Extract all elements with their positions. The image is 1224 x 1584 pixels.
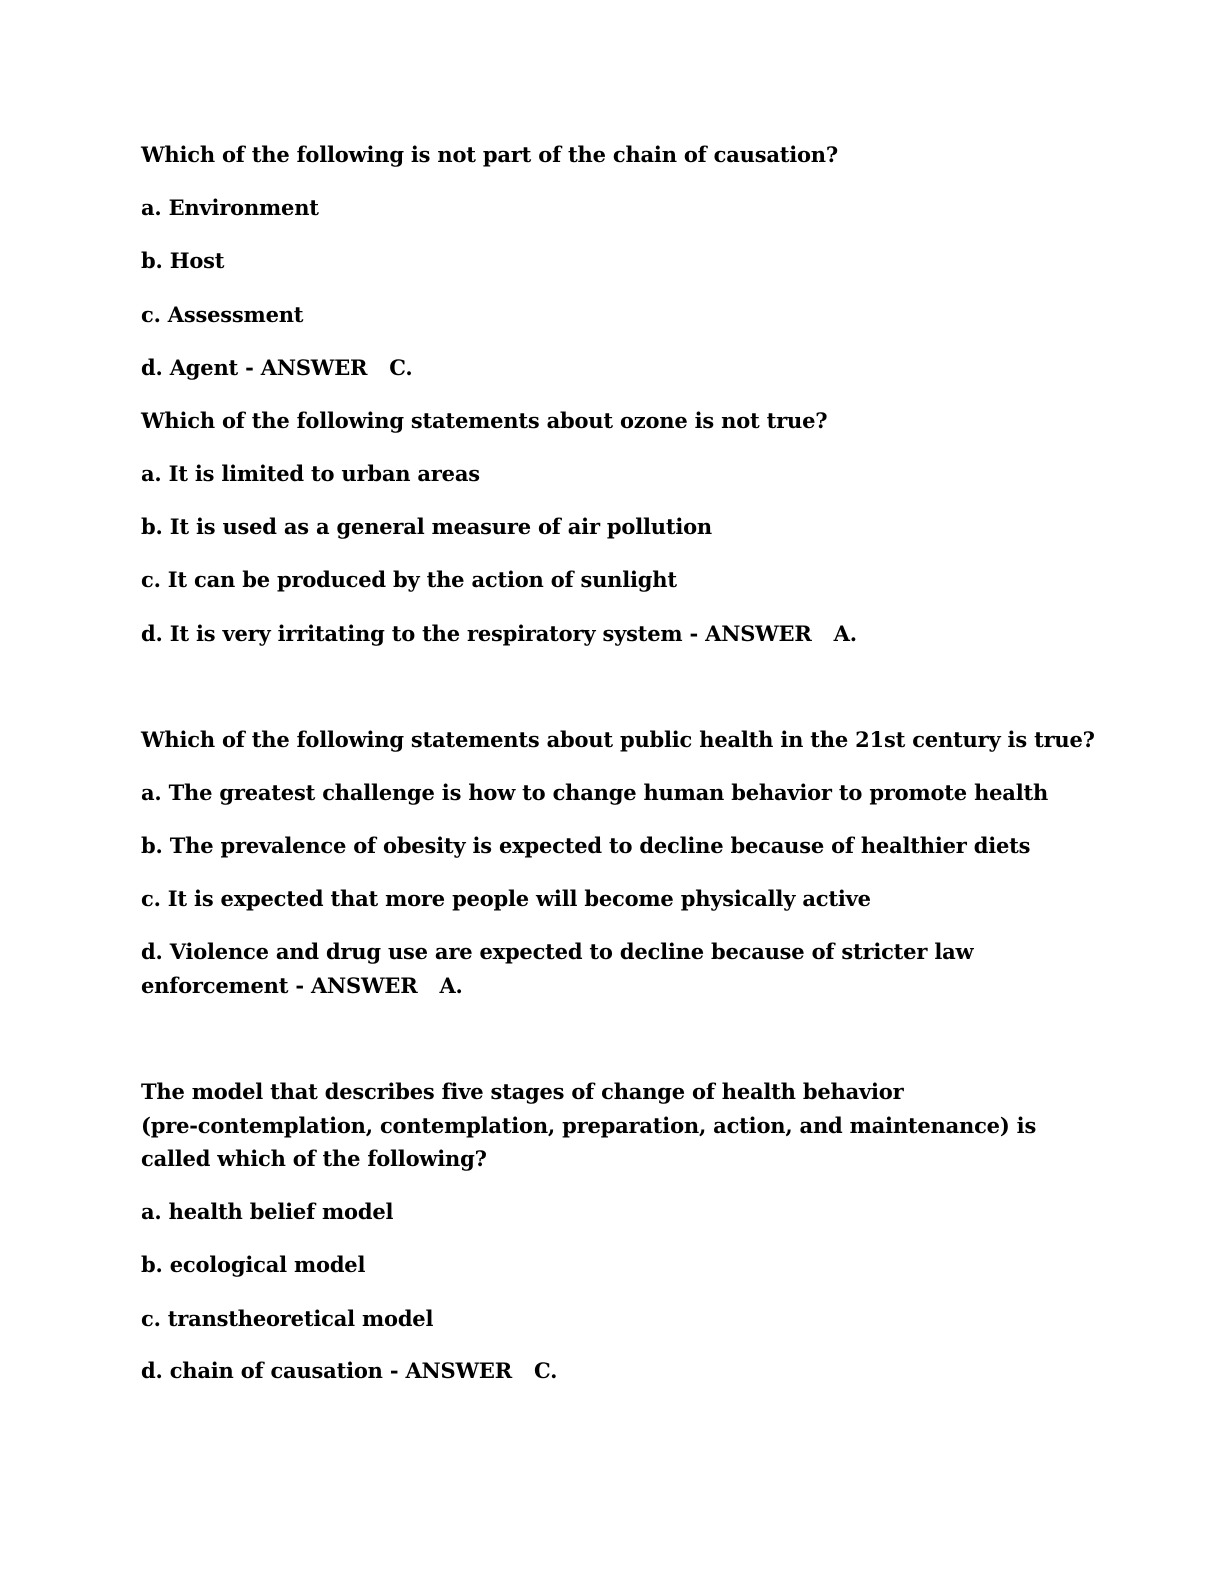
question-1-option-a: a. Environment <box>141 195 319 220</box>
question-4-stem-line-3: called which of the following? <box>141 1146 487 1171</box>
question-4-stem-line-2: (pre-contemplation, contemplation, preparation, action, and maintenance) is <box>141 1113 1037 1138</box>
question-4-answer: C. <box>533 1358 558 1383</box>
question-3-option-a: a. The greatest challenge is how to change human behavior to promote health <box>141 780 1049 805</box>
question-2-stem: Which of the following statements about ozone is not true? <box>141 408 828 433</box>
question-3-answer: A. <box>439 973 463 998</box>
question-4-option-d <box>141 1354 557 1388</box>
question-4-option-a: a. health belief model <box>141 1199 394 1224</box>
question-4-option-d-text: d. chain of causation - ANSWER <box>141 1358 512 1383</box>
question-2-option-c: c. It can be produced by the action of sunlight <box>141 567 677 592</box>
question-1-option-d-text: d. Agent - ANSWER <box>141 355 368 380</box>
question-3-stem: Which of the following statements about public health in the 21st century is true? <box>141 727 1095 752</box>
question-2-option-d <box>141 617 857 651</box>
question-2-option-a: a. It is limited to urban areas <box>141 461 480 486</box>
question-4-option-b: b. ecological model <box>141 1252 366 1277</box>
question-4-option-c: c. transtheoretical model <box>141 1306 434 1331</box>
question-3-option-d: d. Violence and drug use are expected to decline because of stricter law <box>141 939 974 964</box>
question-3-option-b: b. The prevalence of obesity is expected to decline because of healthier diets <box>141 833 1031 858</box>
question-1-answer: C. <box>389 355 413 380</box>
question-1-stem: Which of the following is not part of the chain of causation? <box>141 142 838 167</box>
question-3-option-c: c. It is expected that more people will become physically active <box>141 886 871 911</box>
question-2-answer: A. <box>833 621 857 646</box>
question-3-option-d-continued <box>141 969 463 1003</box>
question-4-stem-line-1: The model that describes five stages of change of health behavior <box>141 1079 904 1104</box>
question-3-option-d-text: enforcement - ANSWER <box>141 973 418 998</box>
question-1-option-c: c. Assessment <box>141 302 304 327</box>
question-2-option-d-text: d. It is very irritating to the respiratory system - ANSWER <box>141 621 812 646</box>
question-2-option-b: b. It is used as a general measure of air pollution <box>141 514 712 539</box>
question-1-option-d <box>141 351 413 385</box>
question-1-option-b: b. Host <box>141 248 225 273</box>
